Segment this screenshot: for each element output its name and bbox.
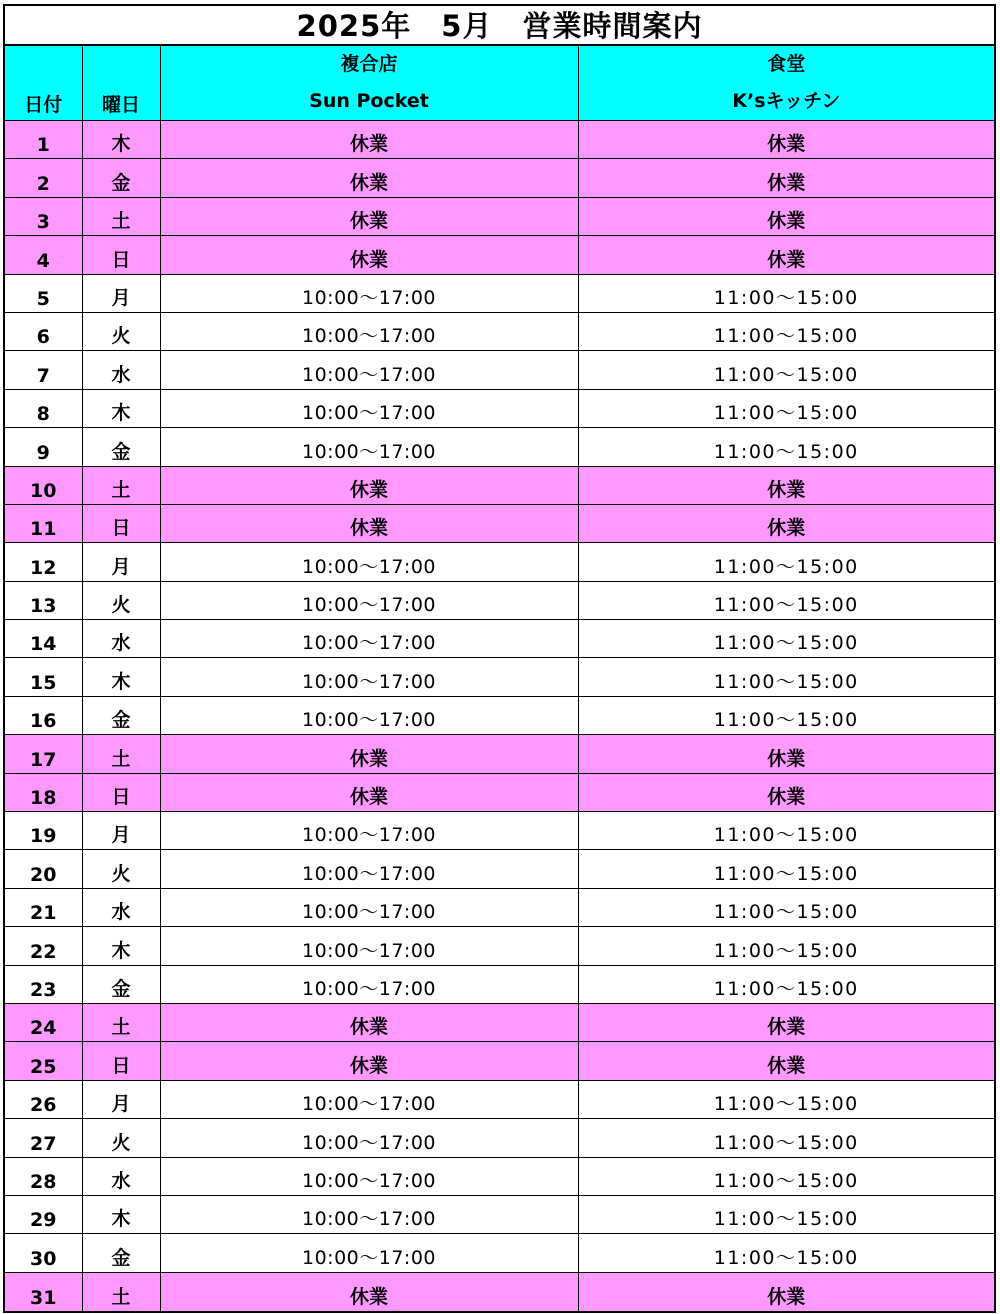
cell-shop-hours: 10:00～17:00 <box>160 658 578 696</box>
cell-shop-hours: 休業 <box>160 236 578 274</box>
cell-diner-hours: 11:00～15:00 <box>578 965 994 1003</box>
cell-shop-hours: 休業 <box>160 121 578 159</box>
cell-weekday: 水 <box>82 620 160 658</box>
cell-shop-hours: 10:00～17:00 <box>160 927 578 965</box>
cell-weekday: 木 <box>82 121 160 159</box>
cell-shop-hours: 10:00～17:00 <box>160 1119 578 1157</box>
header-date: 日付 <box>5 46 82 121</box>
table-row <box>5 312 994 350</box>
cell-weekday: 火 <box>82 1119 160 1157</box>
table-row <box>5 735 994 773</box>
cell-date: 18 <box>5 773 82 811</box>
cell-diner-hours: 11:00～15:00 <box>578 581 994 619</box>
table-row <box>5 1272 994 1310</box>
cell-date: 21 <box>5 888 82 926</box>
cell-weekday: 水 <box>82 888 160 926</box>
schedule-sheet <box>3 4 996 1313</box>
cell-shop-hours: 休業 <box>160 466 578 504</box>
cell-date: 6 <box>5 312 82 350</box>
table-row <box>5 274 994 312</box>
cell-shop-hours: 10:00～17:00 <box>160 696 578 734</box>
cell-weekday: 木 <box>82 927 160 965</box>
cell-diner-hours: 休業 <box>578 1042 994 1080</box>
cell-shop-hours: 休業 <box>160 735 578 773</box>
cell-weekday: 木 <box>82 389 160 427</box>
cell-shop-hours: 休業 <box>160 504 578 542</box>
header-row <box>5 46 994 121</box>
cell-diner-hours: 11:00～15:00 <box>578 428 994 466</box>
table-row <box>5 428 994 466</box>
cell-shop-hours: 10:00～17:00 <box>160 850 578 888</box>
cell-date: 24 <box>5 1003 82 1041</box>
cell-diner-hours: 休業 <box>578 121 994 159</box>
table-body <box>5 121 994 1311</box>
cell-diner-hours: 休業 <box>578 1272 994 1310</box>
cell-weekday: 土 <box>82 1003 160 1041</box>
table-row <box>5 696 994 734</box>
cell-diner-hours: 休業 <box>578 773 994 811</box>
cell-diner-hours: 11:00～15:00 <box>578 1234 994 1272</box>
cell-shop-hours: 休業 <box>160 159 578 197</box>
cell-weekday: 月 <box>82 274 160 312</box>
cell-diner-hours: 11:00～15:00 <box>578 312 994 350</box>
header-diner-name: 食堂 <box>767 53 806 75</box>
cell-weekday: 水 <box>82 1157 160 1195</box>
table-row <box>5 1042 994 1080</box>
cell-diner-hours: 11:00～15:00 <box>578 850 994 888</box>
header-diner <box>578 46 994 121</box>
cell-shop-hours: 休業 <box>160 197 578 235</box>
cell-weekday: 火 <box>82 581 160 619</box>
cell-date: 26 <box>5 1080 82 1118</box>
cell-diner-hours: 11:00～15:00 <box>578 1157 994 1195</box>
cell-shop-hours: 10:00～17:00 <box>160 620 578 658</box>
table-row <box>5 466 994 504</box>
cell-weekday: 月 <box>82 812 160 850</box>
cell-shop-hours: 10:00～17:00 <box>160 312 578 350</box>
cell-weekday: 日 <box>82 773 160 811</box>
cell-diner-hours: 11:00～15:00 <box>578 274 994 312</box>
table-row <box>5 773 994 811</box>
cell-weekday: 土 <box>82 466 160 504</box>
cell-date: 12 <box>5 543 82 581</box>
cell-date: 9 <box>5 428 82 466</box>
cell-diner-hours: 11:00～15:00 <box>578 389 994 427</box>
cell-shop-hours: 10:00～17:00 <box>160 428 578 466</box>
table-row <box>5 581 994 619</box>
cell-diner-hours: 休業 <box>578 1003 994 1041</box>
cell-date: 25 <box>5 1042 82 1080</box>
cell-weekday: 土 <box>82 1272 160 1310</box>
table-row <box>5 236 994 274</box>
table-row <box>5 812 994 850</box>
cell-diner-hours: 11:00～15:00 <box>578 812 994 850</box>
cell-diner-hours: 休業 <box>578 236 994 274</box>
cell-diner-hours: 休業 <box>578 735 994 773</box>
cell-shop-hours: 休業 <box>160 1003 578 1041</box>
cell-date: 3 <box>5 197 82 235</box>
table-row <box>5 351 994 389</box>
cell-date: 8 <box>5 389 82 427</box>
table-row <box>5 850 994 888</box>
cell-diner-hours: 11:00～15:00 <box>578 1119 994 1157</box>
table-row <box>5 197 994 235</box>
table-row <box>5 658 994 696</box>
cell-shop-hours: 10:00～17:00 <box>160 1234 578 1272</box>
cell-shop-hours: 10:00～17:00 <box>160 1080 578 1118</box>
cell-date: 4 <box>5 236 82 274</box>
cell-weekday: 土 <box>82 197 160 235</box>
table-row <box>5 159 994 197</box>
table-row <box>5 1195 994 1233</box>
cell-diner-hours: 休業 <box>578 159 994 197</box>
cell-date: 31 <box>5 1272 82 1310</box>
table-row <box>5 121 994 159</box>
cell-shop-hours: 10:00～17:00 <box>160 389 578 427</box>
cell-diner-hours: 11:00～15:00 <box>578 658 994 696</box>
cell-date: 29 <box>5 1195 82 1233</box>
cell-date: 10 <box>5 466 82 504</box>
cell-date: 5 <box>5 274 82 312</box>
cell-diner-hours: 11:00～15:00 <box>578 927 994 965</box>
cell-date: 20 <box>5 850 82 888</box>
cell-weekday: 火 <box>82 312 160 350</box>
cell-date: 2 <box>5 159 82 197</box>
cell-shop-hours: 10:00～17:00 <box>160 351 578 389</box>
cell-weekday: 木 <box>82 658 160 696</box>
cell-shop-hours: 10:00～17:00 <box>160 581 578 619</box>
cell-weekday: 金 <box>82 159 160 197</box>
cell-weekday: 日 <box>82 1042 160 1080</box>
cell-date: 22 <box>5 927 82 965</box>
header-diner-subname: K’sキッチン <box>732 90 841 112</box>
cell-date: 27 <box>5 1119 82 1157</box>
cell-date: 19 <box>5 812 82 850</box>
table-row <box>5 965 994 1003</box>
cell-diner-hours: 休業 <box>578 504 994 542</box>
table-row <box>5 389 994 427</box>
header-shop <box>160 46 578 121</box>
header-weekday: 曜日 <box>82 46 160 121</box>
cell-diner-hours: 11:00～15:00 <box>578 351 994 389</box>
cell-date: 7 <box>5 351 82 389</box>
cell-weekday: 月 <box>82 543 160 581</box>
cell-diner-hours: 11:00～15:00 <box>578 543 994 581</box>
cell-date: 23 <box>5 965 82 1003</box>
hours-table <box>5 46 994 1311</box>
cell-shop-hours: 休業 <box>160 773 578 811</box>
cell-diner-hours: 11:00～15:00 <box>578 1195 994 1233</box>
table-row <box>5 543 994 581</box>
cell-date: 17 <box>5 735 82 773</box>
cell-date: 30 <box>5 1234 82 1272</box>
cell-diner-hours: 11:00～15:00 <box>578 696 994 734</box>
cell-shop-hours: 10:00～17:00 <box>160 965 578 1003</box>
header-shop-subname: Sun Pocket <box>309 90 429 112</box>
table-row <box>5 620 994 658</box>
cell-shop-hours: 10:00～17:00 <box>160 812 578 850</box>
table-row <box>5 927 994 965</box>
table-row <box>5 1234 994 1272</box>
table-row <box>5 1003 994 1041</box>
cell-shop-hours: 休業 <box>160 1272 578 1310</box>
cell-weekday: 金 <box>82 965 160 1003</box>
cell-diner-hours: 休業 <box>578 197 994 235</box>
cell-weekday: 月 <box>82 1080 160 1118</box>
cell-shop-hours: 10:00～17:00 <box>160 888 578 926</box>
cell-date: 1 <box>5 121 82 159</box>
cell-weekday: 木 <box>82 1195 160 1233</box>
cell-shop-hours: 10:00～17:00 <box>160 1195 578 1233</box>
cell-shop-hours: 10:00～17:00 <box>160 274 578 312</box>
cell-weekday: 火 <box>82 850 160 888</box>
cell-diner-hours: 11:00～15:00 <box>578 1080 994 1118</box>
table-row <box>5 1080 994 1118</box>
cell-date: 16 <box>5 696 82 734</box>
cell-weekday: 金 <box>82 428 160 466</box>
cell-diner-hours: 11:00～15:00 <box>578 620 994 658</box>
header-shop-name: 複合店 <box>340 53 398 75</box>
table-row <box>5 888 994 926</box>
cell-date: 11 <box>5 504 82 542</box>
cell-diner-hours: 休業 <box>578 466 994 504</box>
cell-weekday: 金 <box>82 1234 160 1272</box>
cell-weekday: 日 <box>82 504 160 542</box>
cell-diner-hours: 11:00～15:00 <box>578 888 994 926</box>
table-row <box>5 1119 994 1157</box>
cell-date: 14 <box>5 620 82 658</box>
cell-date: 28 <box>5 1157 82 1195</box>
cell-date: 15 <box>5 658 82 696</box>
cell-weekday: 日 <box>82 236 160 274</box>
cell-date: 13 <box>5 581 82 619</box>
page-title: 2025年 5月 営業時間案内 <box>5 6 994 46</box>
cell-shop-hours: 10:00～17:00 <box>160 543 578 581</box>
cell-weekday: 水 <box>82 351 160 389</box>
table-row <box>5 1157 994 1195</box>
cell-shop-hours: 休業 <box>160 1042 578 1080</box>
cell-shop-hours: 10:00～17:00 <box>160 1157 578 1195</box>
cell-weekday: 金 <box>82 696 160 734</box>
cell-weekday: 土 <box>82 735 160 773</box>
table-row <box>5 504 994 542</box>
